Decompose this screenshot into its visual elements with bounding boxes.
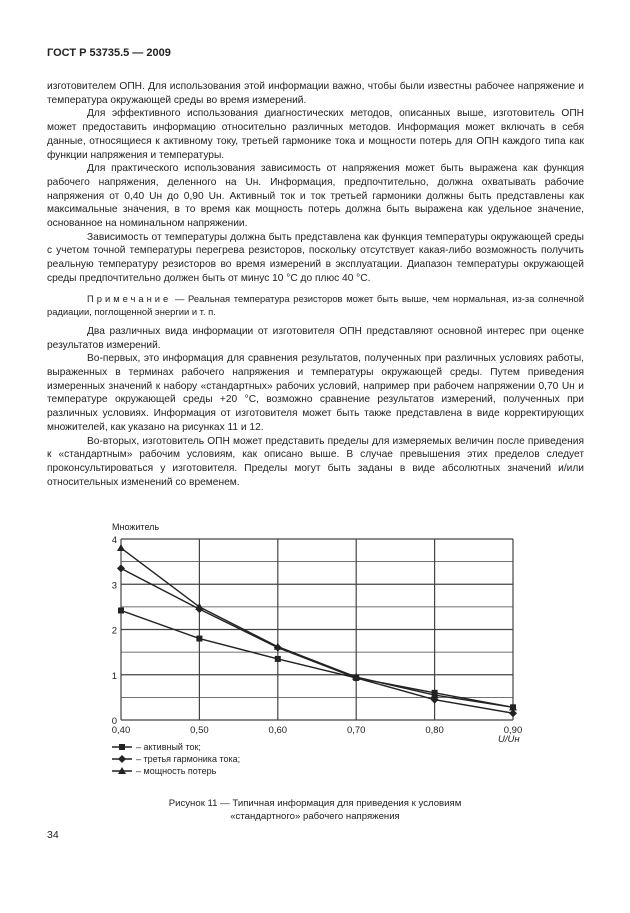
x-tick-label: 0,60: [268, 725, 288, 736]
note-text: — Реальная температура резисторов может быть выше, чем нормальная, из-за солнечной радиации, поглощенной энергии и т. п.: [47, 292, 584, 318]
x-tick-label: 0,40: [111, 725, 131, 736]
page-number: 34: [47, 829, 59, 841]
caption-line-1: Рисунок 11 — Типичная информация для приведения к условиям: [168, 798, 462, 809]
data-point-square: [118, 607, 124, 613]
y-tick-label: 2: [111, 625, 117, 637]
legend-marker-square: [119, 744, 125, 750]
figure-caption: [100, 797, 530, 823]
x-tick-label: 0,50: [190, 725, 209, 736]
x-tick-label: 0,70: [346, 725, 366, 736]
paragraph: Во-первых, это информация для сравнения результатов, полученных при различных условиях работы, выраженных в терминах рабочего напряжения и температуры окружающей среды. Путем приведения измеренных значений к набору «стандартных» рабочих условий, например при рабочем напряжении 0,70 Uн и температуре окружающей среды +20 °С, возможно сравнение результатов измерений, полученных при различных условиях. Информация от изготовителя может быть также представлена в виде корректирующих множителей, как указано на рисунках 11 и 12.: [47, 353, 584, 433]
paragraph: Для эффективного использования диагностических методов, описанных выше, изготовитель ОПН может предоставить информацию относительно различных методов. Информация может включать в себя данные, относящиеся к активному току, третьей гармонике тока и мощности потерь для ОПН каждого типа как функции напряжения и температуры.: [47, 108, 584, 161]
x-axis-label: U/Uн: [498, 734, 520, 745]
note: [47, 292, 584, 319]
paragraph: Два различных вида информации от изготовителя ОПН представляют основной интерес при оценке результатов измерений.: [47, 325, 584, 351]
data-point-square: [196, 636, 202, 642]
legend-label: – третья гармоника тока;: [136, 754, 241, 764]
legend-marker-diamond: [118, 755, 126, 763]
y-tick-label: 4: [111, 535, 117, 546]
data-point-square: [275, 656, 281, 662]
legend-label: – мощность потерь: [136, 766, 217, 776]
caption-line-2: «стандартного» рабочего напряжения: [230, 811, 400, 822]
y-tick-label: 1: [111, 670, 117, 682]
series-line-diamond: [121, 568, 513, 713]
y-tick-label: 0: [111, 716, 117, 727]
data-point-diamond: [509, 709, 517, 717]
document-header: ГОСТ Р 53735.5 — 2009: [47, 47, 171, 59]
data-point-diamond: [117, 564, 125, 572]
paragraph: изготовителем ОПН. Для использования этой информации важно, чтобы были известны рабочее напряжение и температура окружающей среды во время измерений.: [47, 81, 584, 106]
paragraph: Во-вторых, изготовитель ОПН может представить пределы для измеряемых величин после приведения к «стандартным» рабочим условиям, как описано выше. В случае превышения этих пределов следует проконсультироваться у изготовителя. Пределы могут быть заданы в виде абсолютных значений и/или относительных изменений со временем.: [47, 435, 584, 488]
x-tick-label: 0,90: [503, 725, 523, 736]
x-tick-label: 0,80: [425, 725, 444, 736]
y-tick-label: 3: [111, 580, 117, 592]
paragraph: Зависимость от температуры должна быть представлена как функция температуры окружающей среды с учетом точной температуры перегрева резисторов, поскольку отсутствует какая-либо возможность получить реальную температуру резисторов во время измерений в эксплуатации. Диапазон температуры окружающей среды предпочтительно должен быть от минус 10 °С до плюс 40 °С.: [47, 231, 584, 284]
note-label: Примечание: [87, 292, 172, 304]
figure-11-chart: [100, 518, 530, 788]
y-axis-label: Множитель: [112, 522, 160, 532]
legend-label: – активный ток;: [136, 742, 201, 752]
data-point-triangle: [117, 544, 125, 551]
paragraph: Для практического использования зависимость от напряжения может быть выражена как функция рабочего напряжения, деленного на Uн. Информация, предпочтительно, должна охватывать рабочие напряжения от 0,40 Uн до 0,90 Uн. Активный ток и ток третьей гармоники должны быть представлены как максимальные значения, в то время как мощность потерь должна быть выражена как удельное значение, основанное на номинальном напряжении.: [47, 163, 584, 230]
series-line-triangle: [121, 548, 513, 707]
document-body: [47, 80, 584, 489]
series-line-square: [121, 610, 513, 707]
